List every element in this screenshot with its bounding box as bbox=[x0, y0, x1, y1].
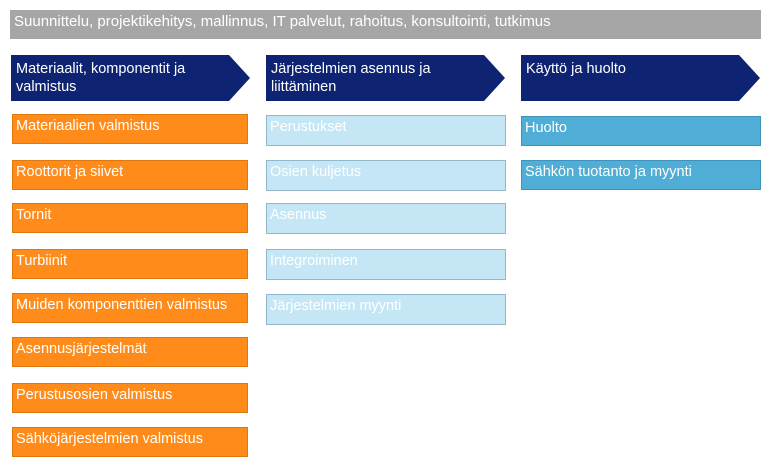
list-item-col2: Integroiminen bbox=[266, 249, 506, 280]
column-header-label: Järjestelmien asennus ja liittäminen bbox=[271, 61, 431, 95]
list-item-col1: Perustusosien valmistus bbox=[12, 383, 248, 413]
list-item-col2: Järjestelmien myynti bbox=[266, 294, 506, 325]
column-header-label: Käyttö ja huolto bbox=[526, 61, 626, 77]
list-item-col1: Sähköjärjestelmien valmistus bbox=[12, 427, 248, 457]
list-item-col1: Turbiinit bbox=[12, 249, 248, 279]
list-item-col1: Materiaalien valmistus bbox=[12, 114, 248, 144]
list-item-col1: Roottorit ja siivet bbox=[12, 160, 248, 190]
column-header-materials bbox=[11, 55, 250, 101]
top-banner: Suunnittelu, projektikehitys, mallinnus, IT palvelut, rahoitus, konsultointi, tutkimus bbox=[10, 10, 761, 39]
list-item-col2: Perustukset bbox=[266, 115, 506, 146]
list-item-col1: Asennusjärjestelmät bbox=[12, 337, 248, 367]
list-item-col3: Sähkön tuotanto ja myynti bbox=[521, 160, 761, 190]
column-header-installation bbox=[266, 55, 505, 101]
column-header-operation bbox=[521, 55, 760, 101]
list-item-col1: Tornit bbox=[12, 203, 248, 233]
column-header-label: Materiaalit, komponentit ja valmistus bbox=[16, 61, 186, 95]
list-item-col2: Asennus bbox=[266, 203, 506, 234]
list-item-col1: Muiden komponenttien valmistus bbox=[12, 293, 248, 323]
list-item-col2: Osien kuljetus bbox=[266, 160, 506, 191]
list-item-col3: Huolto bbox=[521, 116, 761, 146]
